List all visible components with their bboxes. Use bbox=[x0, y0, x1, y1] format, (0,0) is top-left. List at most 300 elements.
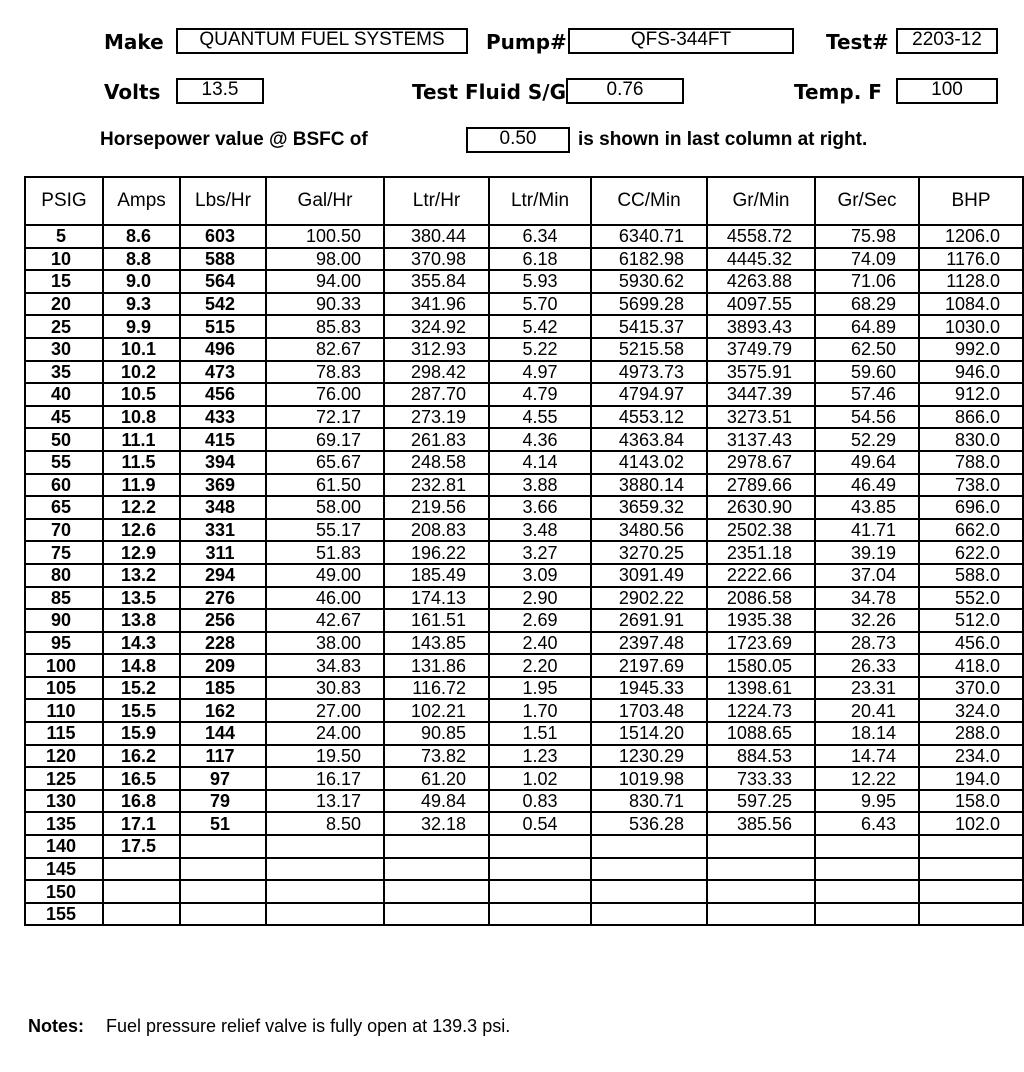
cell-gr-min: 1580.05 bbox=[707, 654, 815, 677]
cell-gal-hr bbox=[266, 858, 384, 881]
cell-bhp: 830.0 bbox=[919, 428, 1023, 451]
cell-cc-min: 2197.69 bbox=[591, 654, 707, 677]
cell-gr-sec: 64.89 bbox=[815, 315, 919, 338]
cell-gr-min bbox=[707, 880, 815, 903]
cell-gal-hr: 34.83 bbox=[266, 654, 384, 677]
cell-ltr-min: 1.51 bbox=[489, 722, 591, 745]
cell-cc-min: 5415.37 bbox=[591, 315, 707, 338]
cell-gal-hr bbox=[266, 835, 384, 858]
table-row bbox=[25, 406, 1023, 429]
cell-cc-min: 3270.25 bbox=[591, 541, 707, 564]
table-row bbox=[25, 564, 1023, 587]
cell-gal-hr: 90.33 bbox=[266, 293, 384, 316]
cell-gr-min: 3447.39 bbox=[707, 383, 815, 406]
cell-gr-sec: 18.14 bbox=[815, 722, 919, 745]
cell-gr-sec bbox=[815, 835, 919, 858]
cell-lbs-hr: 311 bbox=[180, 541, 266, 564]
cell-lbs-hr: 331 bbox=[180, 519, 266, 542]
make-field[interactable]: QUANTUM FUEL SYSTEMS bbox=[176, 28, 468, 54]
cell-gr-sec: 52.29 bbox=[815, 428, 919, 451]
cell-gr-min: 2978.67 bbox=[707, 451, 815, 474]
cell-psig: 60 bbox=[25, 474, 103, 497]
table-row bbox=[25, 541, 1023, 564]
cell-ltr-hr: 174.13 bbox=[384, 587, 489, 610]
table-row bbox=[25, 790, 1023, 813]
cell-gal-hr: 82.67 bbox=[266, 338, 384, 361]
cell-lbs-hr: 144 bbox=[180, 722, 266, 745]
cell-ltr-hr: 298.42 bbox=[384, 361, 489, 384]
cell-ltr-min: 0.83 bbox=[489, 790, 591, 813]
cell-amps: 16.5 bbox=[103, 767, 180, 790]
cell-psig: 140 bbox=[25, 835, 103, 858]
table-row bbox=[25, 315, 1023, 338]
cell-gal-hr bbox=[266, 903, 384, 926]
cell-ltr-min: 6.34 bbox=[489, 225, 591, 248]
cell-gr-min: 3137.43 bbox=[707, 428, 815, 451]
cell-gal-hr: 69.17 bbox=[266, 428, 384, 451]
cell-lbs-hr: 97 bbox=[180, 767, 266, 790]
cell-lbs-hr: 209 bbox=[180, 654, 266, 677]
cell-ltr-hr: 208.83 bbox=[384, 519, 489, 542]
column-header-psig: PSIG bbox=[25, 177, 103, 225]
cell-gr-sec: 12.22 bbox=[815, 767, 919, 790]
cell-amps: 14.3 bbox=[103, 632, 180, 655]
cell-gr-sec bbox=[815, 858, 919, 881]
table-row bbox=[25, 428, 1023, 451]
cell-cc-min: 4143.02 bbox=[591, 451, 707, 474]
cell-cc-min: 4553.12 bbox=[591, 406, 707, 429]
cell-gal-hr: 30.83 bbox=[266, 677, 384, 700]
cell-gal-hr: 51.83 bbox=[266, 541, 384, 564]
cell-psig: 25 bbox=[25, 315, 103, 338]
cell-psig: 90 bbox=[25, 609, 103, 632]
cell-cc-min: 5930.62 bbox=[591, 270, 707, 293]
cell-ltr-min: 3.66 bbox=[489, 496, 591, 519]
cell-lbs-hr: 51 bbox=[180, 812, 266, 835]
cell-ltr-hr: 248.58 bbox=[384, 451, 489, 474]
cell-amps: 16.2 bbox=[103, 745, 180, 768]
cell-gal-hr: 13.17 bbox=[266, 790, 384, 813]
column-header-ltr-min: Ltr/Min bbox=[489, 177, 591, 225]
make-label: Make bbox=[104, 30, 164, 54]
cell-ltr-min: 0.54 bbox=[489, 812, 591, 835]
cell-bhp: 912.0 bbox=[919, 383, 1023, 406]
cell-ltr-min: 1.70 bbox=[489, 699, 591, 722]
cell-gr-sec: 9.95 bbox=[815, 790, 919, 813]
cell-gal-hr: 24.00 bbox=[266, 722, 384, 745]
cell-psig: 75 bbox=[25, 541, 103, 564]
cell-bhp: 370.0 bbox=[919, 677, 1023, 700]
cell-lbs-hr: 496 bbox=[180, 338, 266, 361]
temp-label: Temp. F bbox=[794, 80, 882, 104]
table-header-row bbox=[25, 177, 1023, 225]
cell-psig: 55 bbox=[25, 451, 103, 474]
cell-bhp bbox=[919, 858, 1023, 881]
table-row bbox=[25, 587, 1023, 610]
cell-psig: 80 bbox=[25, 564, 103, 587]
column-header-gr-sec: Gr/Sec bbox=[815, 177, 919, 225]
cell-lbs-hr: 228 bbox=[180, 632, 266, 655]
table-row bbox=[25, 270, 1023, 293]
cell-ltr-hr: 196.22 bbox=[384, 541, 489, 564]
cell-cc-min: 2691.91 bbox=[591, 609, 707, 632]
cell-gr-min: 3749.79 bbox=[707, 338, 815, 361]
cell-gr-min bbox=[707, 858, 815, 881]
cell-psig: 20 bbox=[25, 293, 103, 316]
cell-gal-hr: 16.17 bbox=[266, 767, 384, 790]
cell-gr-sec: 32.26 bbox=[815, 609, 919, 632]
cell-gr-min: 3575.91 bbox=[707, 361, 815, 384]
cell-lbs-hr: 256 bbox=[180, 609, 266, 632]
test-fluid-field[interactable]: 0.76 bbox=[566, 78, 684, 104]
cell-cc-min: 830.71 bbox=[591, 790, 707, 813]
table-row bbox=[25, 767, 1023, 790]
cell-cc-min: 4973.73 bbox=[591, 361, 707, 384]
cell-amps: 10.2 bbox=[103, 361, 180, 384]
table-row bbox=[25, 519, 1023, 542]
cell-lbs-hr bbox=[180, 858, 266, 881]
cell-gr-sec: 54.56 bbox=[815, 406, 919, 429]
cell-amps: 10.5 bbox=[103, 383, 180, 406]
cell-cc-min: 1945.33 bbox=[591, 677, 707, 700]
cell-lbs-hr bbox=[180, 835, 266, 858]
cell-ltr-min: 2.40 bbox=[489, 632, 591, 655]
cell-lbs-hr: 415 bbox=[180, 428, 266, 451]
cell-cc-min: 2902.22 bbox=[591, 587, 707, 610]
cell-bhp: 194.0 bbox=[919, 767, 1023, 790]
cell-gal-hr: 49.00 bbox=[266, 564, 384, 587]
cell-psig: 15 bbox=[25, 270, 103, 293]
cell-ltr-hr: 341.96 bbox=[384, 293, 489, 316]
cell-bhp: 552.0 bbox=[919, 587, 1023, 610]
cell-cc-min: 536.28 bbox=[591, 812, 707, 835]
cell-gal-hr: 42.67 bbox=[266, 609, 384, 632]
cell-gal-hr: 72.17 bbox=[266, 406, 384, 429]
cell-bhp: 992.0 bbox=[919, 338, 1023, 361]
cell-cc-min: 3480.56 bbox=[591, 519, 707, 542]
cell-lbs-hr: 588 bbox=[180, 248, 266, 271]
cell-ltr-min: 3.88 bbox=[489, 474, 591, 497]
cell-amps: 8.6 bbox=[103, 225, 180, 248]
cell-lbs-hr: 564 bbox=[180, 270, 266, 293]
cell-ltr-hr: 32.18 bbox=[384, 812, 489, 835]
cell-gr-sec: 71.06 bbox=[815, 270, 919, 293]
cell-amps: 11.5 bbox=[103, 451, 180, 474]
cell-gal-hr bbox=[266, 880, 384, 903]
cell-ltr-hr: 49.84 bbox=[384, 790, 489, 813]
cell-gr-min: 2351.18 bbox=[707, 541, 815, 564]
cell-gr-min: 1224.73 bbox=[707, 699, 815, 722]
cell-lbs-hr: 456 bbox=[180, 383, 266, 406]
cell-cc-min: 6182.98 bbox=[591, 248, 707, 271]
cell-psig: 115 bbox=[25, 722, 103, 745]
cell-psig: 10 bbox=[25, 248, 103, 271]
cell-bhp: 1030.0 bbox=[919, 315, 1023, 338]
cell-ltr-min: 3.27 bbox=[489, 541, 591, 564]
cell-gr-min: 1088.65 bbox=[707, 722, 815, 745]
cell-gr-sec: 20.41 bbox=[815, 699, 919, 722]
cell-psig: 40 bbox=[25, 383, 103, 406]
cell-bhp bbox=[919, 835, 1023, 858]
cell-bhp: 788.0 bbox=[919, 451, 1023, 474]
cell-gr-sec: 14.74 bbox=[815, 745, 919, 768]
cell-bhp: 234.0 bbox=[919, 745, 1023, 768]
cell-cc-min: 2397.48 bbox=[591, 632, 707, 655]
column-header-bhp: BHP bbox=[919, 177, 1023, 225]
cell-cc-min: 5215.58 bbox=[591, 338, 707, 361]
cell-cc-min: 4363.84 bbox=[591, 428, 707, 451]
cell-ltr-hr: 380.44 bbox=[384, 225, 489, 248]
table-row bbox=[25, 880, 1023, 903]
cell-gr-min bbox=[707, 835, 815, 858]
cell-amps: 9.9 bbox=[103, 315, 180, 338]
cell-ltr-min: 1.02 bbox=[489, 767, 591, 790]
table-row bbox=[25, 745, 1023, 768]
cell-amps bbox=[103, 880, 180, 903]
cell-gr-sec: 6.43 bbox=[815, 812, 919, 835]
cell-gr-min: 733.33 bbox=[707, 767, 815, 790]
table-row bbox=[25, 338, 1023, 361]
cell-ltr-hr: 261.83 bbox=[384, 428, 489, 451]
cell-gr-sec bbox=[815, 880, 919, 903]
cell-cc-min bbox=[591, 903, 707, 926]
cell-ltr-min: 4.36 bbox=[489, 428, 591, 451]
cell-gr-min: 1723.69 bbox=[707, 632, 815, 655]
table-row bbox=[25, 835, 1023, 858]
cell-gal-hr: 19.50 bbox=[266, 745, 384, 768]
cell-lbs-hr: 433 bbox=[180, 406, 266, 429]
cell-gr-sec: 75.98 bbox=[815, 225, 919, 248]
cell-bhp: 418.0 bbox=[919, 654, 1023, 677]
cell-psig: 95 bbox=[25, 632, 103, 655]
cell-gr-min: 4445.32 bbox=[707, 248, 815, 271]
cell-gr-min: 3273.51 bbox=[707, 406, 815, 429]
cell-gal-hr: 61.50 bbox=[266, 474, 384, 497]
table-row bbox=[25, 699, 1023, 722]
cell-amps: 8.8 bbox=[103, 248, 180, 271]
table-row bbox=[25, 383, 1023, 406]
cell-lbs-hr: 185 bbox=[180, 677, 266, 700]
cell-amps: 17.1 bbox=[103, 812, 180, 835]
cell-gr-sec: 46.49 bbox=[815, 474, 919, 497]
cell-gr-min: 884.53 bbox=[707, 745, 815, 768]
cell-amps: 15.9 bbox=[103, 722, 180, 745]
cell-gr-sec: 62.50 bbox=[815, 338, 919, 361]
cell-gr-min bbox=[707, 903, 815, 926]
cell-psig: 70 bbox=[25, 519, 103, 542]
cell-amps bbox=[103, 903, 180, 926]
cell-gr-min: 3893.43 bbox=[707, 315, 815, 338]
cell-ltr-min bbox=[489, 903, 591, 926]
cell-ltr-hr: 131.86 bbox=[384, 654, 489, 677]
cell-gal-hr: 78.83 bbox=[266, 361, 384, 384]
cell-ltr-min: 3.48 bbox=[489, 519, 591, 542]
cell-ltr-min bbox=[489, 880, 591, 903]
pump-label: Pump# bbox=[486, 30, 567, 54]
cell-gr-min: 4097.55 bbox=[707, 293, 815, 316]
table-row bbox=[25, 858, 1023, 881]
cell-lbs-hr: 394 bbox=[180, 451, 266, 474]
cell-ltr-hr: 102.21 bbox=[384, 699, 489, 722]
cell-psig: 45 bbox=[25, 406, 103, 429]
cell-ltr-min: 5.93 bbox=[489, 270, 591, 293]
cell-lbs-hr: 276 bbox=[180, 587, 266, 610]
cell-ltr-min bbox=[489, 858, 591, 881]
cell-amps: 11.9 bbox=[103, 474, 180, 497]
cell-ltr-hr: 185.49 bbox=[384, 564, 489, 587]
cell-bhp: 1128.0 bbox=[919, 270, 1023, 293]
cell-ltr-hr bbox=[384, 903, 489, 926]
cell-amps: 16.8 bbox=[103, 790, 180, 813]
cell-lbs-hr: 542 bbox=[180, 293, 266, 316]
cell-gr-min: 4263.88 bbox=[707, 270, 815, 293]
cell-ltr-min: 3.09 bbox=[489, 564, 591, 587]
cell-ltr-hr: 161.51 bbox=[384, 609, 489, 632]
cell-gr-sec: 74.09 bbox=[815, 248, 919, 271]
cell-ltr-min: 5.42 bbox=[489, 315, 591, 338]
cell-psig: 5 bbox=[25, 225, 103, 248]
cell-psig: 100 bbox=[25, 654, 103, 677]
cell-psig: 145 bbox=[25, 858, 103, 881]
cell-cc-min bbox=[591, 880, 707, 903]
cell-cc-min: 1230.29 bbox=[591, 745, 707, 768]
cell-psig: 50 bbox=[25, 428, 103, 451]
cell-amps: 10.1 bbox=[103, 338, 180, 361]
table-row bbox=[25, 248, 1023, 271]
cell-ltr-min: 4.79 bbox=[489, 383, 591, 406]
cell-amps: 15.5 bbox=[103, 699, 180, 722]
cell-cc-min: 4794.97 bbox=[591, 383, 707, 406]
cell-lbs-hr: 369 bbox=[180, 474, 266, 497]
test-label: Test# bbox=[826, 30, 889, 54]
cell-lbs-hr: 294 bbox=[180, 564, 266, 587]
cell-ltr-min: 4.97 bbox=[489, 361, 591, 384]
flow-data-table bbox=[24, 176, 1024, 926]
cell-ltr-min: 2.20 bbox=[489, 654, 591, 677]
cell-ltr-hr: 61.20 bbox=[384, 767, 489, 790]
cell-ltr-hr bbox=[384, 880, 489, 903]
volts-label: Volts bbox=[104, 80, 161, 104]
cell-gr-min: 2789.66 bbox=[707, 474, 815, 497]
table-row bbox=[25, 903, 1023, 926]
cell-bhp: 738.0 bbox=[919, 474, 1023, 497]
notes-text: Fuel pressure relief valve is fully open at 139.3 psi. bbox=[106, 1016, 511, 1036]
cell-psig: 135 bbox=[25, 812, 103, 835]
temp-field[interactable]: 100 bbox=[896, 78, 998, 104]
cell-ltr-hr: 90.85 bbox=[384, 722, 489, 745]
table-row bbox=[25, 361, 1023, 384]
cell-cc-min: 3659.32 bbox=[591, 496, 707, 519]
cell-gr-min: 1398.61 bbox=[707, 677, 815, 700]
cell-lbs-hr: 515 bbox=[180, 315, 266, 338]
cell-bhp: 158.0 bbox=[919, 790, 1023, 813]
cell-ltr-min bbox=[489, 835, 591, 858]
cell-ltr-hr: 273.19 bbox=[384, 406, 489, 429]
cell-ltr-hr: 287.70 bbox=[384, 383, 489, 406]
bsfc-field[interactable]: 0.50 bbox=[466, 127, 570, 153]
cell-bhp: 1176.0 bbox=[919, 248, 1023, 271]
cell-cc-min: 5699.28 bbox=[591, 293, 707, 316]
table-row bbox=[25, 293, 1023, 316]
cell-ltr-hr: 370.98 bbox=[384, 248, 489, 271]
cell-gr-sec: 28.73 bbox=[815, 632, 919, 655]
cell-amps: 10.8 bbox=[103, 406, 180, 429]
cell-lbs-hr: 473 bbox=[180, 361, 266, 384]
cell-ltr-min: 5.22 bbox=[489, 338, 591, 361]
column-header-lbs-hr: Lbs/Hr bbox=[180, 177, 266, 225]
cell-gr-min: 385.56 bbox=[707, 812, 815, 835]
cell-gal-hr: 38.00 bbox=[266, 632, 384, 655]
column-header-ltr-hr: Ltr/Hr bbox=[384, 177, 489, 225]
cell-gr-sec: 23.31 bbox=[815, 677, 919, 700]
pump-field[interactable]: QFS-344FT bbox=[568, 28, 794, 54]
cell-gr-sec: 43.85 bbox=[815, 496, 919, 519]
cell-psig: 30 bbox=[25, 338, 103, 361]
cell-cc-min bbox=[591, 835, 707, 858]
cell-gr-sec bbox=[815, 903, 919, 926]
column-header-cc-min: CC/Min bbox=[591, 177, 707, 225]
cell-psig: 120 bbox=[25, 745, 103, 768]
volts-field[interactable]: 13.5 bbox=[176, 78, 264, 104]
cell-gal-hr: 98.00 bbox=[266, 248, 384, 271]
cell-ltr-min: 5.70 bbox=[489, 293, 591, 316]
cell-amps: 15.2 bbox=[103, 677, 180, 700]
test-field[interactable]: 2203-12 bbox=[896, 28, 998, 54]
cell-gr-sec: 37.04 bbox=[815, 564, 919, 587]
cell-psig: 65 bbox=[25, 496, 103, 519]
table-row bbox=[25, 654, 1023, 677]
table-row bbox=[25, 632, 1023, 655]
test-fluid-label: Test Fluid S/G bbox=[412, 80, 566, 104]
cell-cc-min: 1703.48 bbox=[591, 699, 707, 722]
table-row bbox=[25, 496, 1023, 519]
column-header-gal-hr: Gal/Hr bbox=[266, 177, 384, 225]
cell-gr-min: 1935.38 bbox=[707, 609, 815, 632]
cell-cc-min: 3091.49 bbox=[591, 564, 707, 587]
cell-lbs-hr: 162 bbox=[180, 699, 266, 722]
cell-bhp: 696.0 bbox=[919, 496, 1023, 519]
cell-amps: 17.5 bbox=[103, 835, 180, 858]
cell-psig: 150 bbox=[25, 880, 103, 903]
cell-bhp: 1084.0 bbox=[919, 293, 1023, 316]
cell-ltr-hr: 324.92 bbox=[384, 315, 489, 338]
cell-bhp: 588.0 bbox=[919, 564, 1023, 587]
cell-gr-min: 2086.58 bbox=[707, 587, 815, 610]
table-row bbox=[25, 722, 1023, 745]
cell-amps: 9.3 bbox=[103, 293, 180, 316]
cell-bhp: 102.0 bbox=[919, 812, 1023, 835]
cell-gr-sec: 26.33 bbox=[815, 654, 919, 677]
cell-cc-min bbox=[591, 858, 707, 881]
cell-bhp: 324.0 bbox=[919, 699, 1023, 722]
cell-ltr-min: 4.14 bbox=[489, 451, 591, 474]
cell-psig: 85 bbox=[25, 587, 103, 610]
cell-bhp: 622.0 bbox=[919, 541, 1023, 564]
cell-ltr-min: 4.55 bbox=[489, 406, 591, 429]
cell-ltr-hr: 73.82 bbox=[384, 745, 489, 768]
cell-ltr-min: 2.90 bbox=[489, 587, 591, 610]
cell-ltr-hr: 312.93 bbox=[384, 338, 489, 361]
cell-ltr-min: 1.95 bbox=[489, 677, 591, 700]
cell-bhp: 288.0 bbox=[919, 722, 1023, 745]
cell-lbs-hr: 117 bbox=[180, 745, 266, 768]
cell-gal-hr: 65.67 bbox=[266, 451, 384, 474]
cell-psig: 35 bbox=[25, 361, 103, 384]
cell-ltr-hr: 355.84 bbox=[384, 270, 489, 293]
cell-bhp: 1206.0 bbox=[919, 225, 1023, 248]
table-row bbox=[25, 451, 1023, 474]
cell-amps: 14.8 bbox=[103, 654, 180, 677]
